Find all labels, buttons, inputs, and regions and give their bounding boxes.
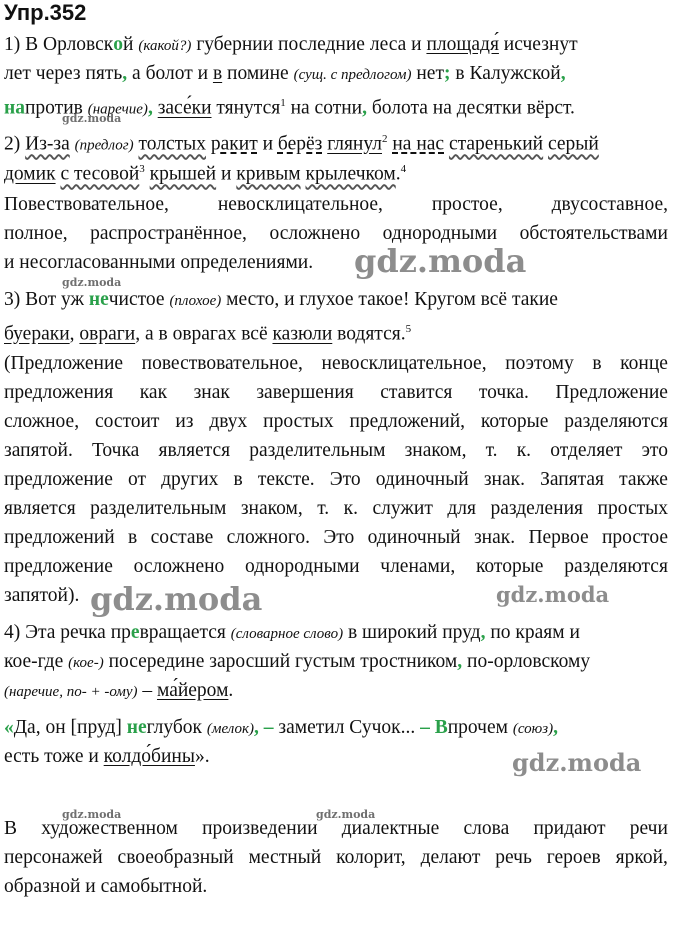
sentence-3-line-2: буераки, овраги, а в оврагах всё казюли водятся.$^5$: [4, 323, 412, 345]
sentence-5-line-2: есть тоже и колдо́бины».: [4, 746, 210, 767]
paragraph-line-4: запятой. Точка является разделительным знаком, т. к. отделяет это: [4, 440, 668, 461]
watermark-small: gdz.moda: [62, 276, 122, 289]
sentence-5-line-1: «Да, он [пруд] неглубок (мелок), – заметил Сучок... – Впрочем (союз),: [4, 717, 558, 738]
analysis-line-1: Повествовательное, невосклицательное, простое, двусоставное,: [4, 194, 668, 215]
watermark-large: gdz.moda: [354, 242, 527, 280]
sentence-4-line-3: (наречие, по- + -ому) – ма́йером.: [4, 680, 234, 701]
sentence-2-line-1: 2) Из-за (предлог) толстых ракит и берёз глянул$^2$ на нас старенький серый: [4, 133, 599, 155]
analysis-line-2: полное, распространённое, осложнено однородными обстоятельствами: [4, 223, 668, 244]
sentence-1-line-2: лет через пять, а болот и в помине (сущ. с предлогом) нет; в Калужской,: [4, 63, 566, 84]
sentence-4-line-2: кое-где (кое-) посередине заросший густым тростником, по-орловскому: [4, 651, 591, 672]
conclusion-line-3: образной и самобытной.: [4, 876, 208, 897]
sentence-3-line-1: 3) Вот уж нечистое (плохое) место, и глухое такое! Кругом всё такие: [4, 289, 558, 310]
paragraph-line-5: предложение от других в тексте. Это одиночный знак. Запятая также: [4, 469, 668, 490]
paragraph-line-2: предложения как знак завершения ставится точка. Предложение: [4, 382, 668, 403]
watermark-medium: gdz.moda: [512, 748, 642, 777]
paragraph-line-3: сложное, состоит из двух простых предложений, которые разделяются: [4, 411, 668, 432]
analysis-line-3: и несогласованными определениями.: [4, 252, 314, 273]
page-title: Упр.352: [4, 0, 87, 25]
watermark-small: gdz.moda: [62, 112, 122, 125]
conclusion-line-2: персонажей своеобразный местный колорит, делают речь героев яркой,: [4, 847, 668, 868]
paragraph-line-1: (Предложение повествовательное, невосклицательное, поэтому в конце: [4, 353, 668, 374]
paragraph-line-9: запятой).: [4, 585, 80, 606]
paragraph-line-6: является разделительным знаком, т. к. служит для разделения простых: [4, 498, 668, 519]
watermark-small: gdz.moda: [316, 808, 376, 821]
watermark-large: gdz.moda: [90, 580, 263, 618]
sentence-2-line-2: домик с тесовой$^3$ крышей и кривым крылечком.$^4$: [4, 163, 407, 185]
paragraph-line-7: предложений в составе сложного. Это одиночный знак. Первое простое: [4, 527, 668, 548]
sentence-4-line-1: 4) Эта речка превращается (словарное слово) в широкий пруд, по краям и: [4, 622, 580, 643]
watermark-medium: gdz.moda: [496, 582, 610, 607]
sentence-1-line-1: 1) В Орловской (какой?) губернии последние леса и площадя́ исчезнут: [4, 34, 578, 55]
sentence-1-line-3: напротив (наречие), засе́ки тянутся$^1$ на сотни, болота на десятки вёрст.: [4, 97, 575, 119]
paragraph-line-8: предложение осложнено однородными членами, которые разделяются: [4, 556, 668, 577]
conclusion-line-1: В художественном произведении диалектные слова придают речи: [4, 818, 668, 839]
watermark-small: gdz.moda: [62, 808, 122, 821]
